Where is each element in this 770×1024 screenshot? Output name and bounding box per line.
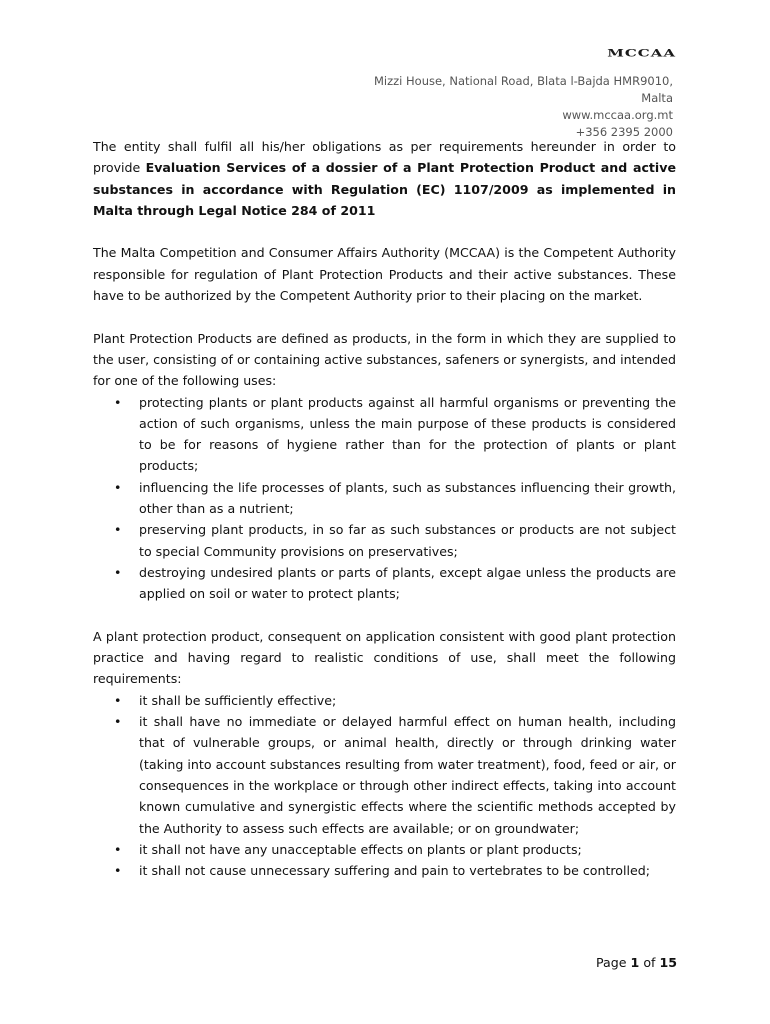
requirements-list <box>93 690 676 882</box>
list-item: • it shall not have any unacceptable effects on plants or plant products; <box>93 839 676 860</box>
list-item: • preserving plant products, in so far as such substances or products are not subject to special Community provisions on preservatives; <box>93 519 676 562</box>
of-label: of <box>643 955 656 970</box>
list-item: • influencing the life processes of plants, such as substances influencing their growth, other than as a nutrient; <box>93 477 676 520</box>
address-line-2: Malta <box>641 91 673 105</box>
list-item: • it shall have no immediate or delayed harmful effect on human health, including that of vulnerable groups, or animal health, directly or through drinking water (taking into account substances resulting from water treatment), food, feed or air, or consequences in the workplace or through other indirect effects, taking into account known cumulative and synergistic effects where the scientific methods accepted by the Authority to assess such effects are available; or on groundwater; <box>93 711 676 839</box>
bullet-icon: • <box>114 522 122 538</box>
list-item: • destroying undesired plants or parts of plants, except algae unless the products are applied on soil or water to protect plants; <box>93 562 676 605</box>
bullet-icon: • <box>114 692 122 708</box>
current-page: 1 <box>630 955 640 970</box>
bullet-icon: • <box>114 564 122 580</box>
intro-bold-title: Evaluation Services of a dossier of a Plant Protection Product and active substances in accordance with Regulation (EC) 1107/2009 as implemented in Malta through Legal Notice 284 of 2011 <box>93 160 676 218</box>
intro-lead: The entity shall fulfil all his/her obligations as per requirements hereunder in order to provide <box>93 139 676 176</box>
bullet-icon: • <box>114 479 122 495</box>
website-link[interactable]: www.mccaa.org.mt <box>562 108 673 122</box>
list-item: • protecting plants or plant products against all harmful organisms or preventing the action of such organisms, unless the main purpose of these products is considered to be for reasons of hygiene rather than for the protection of plants or plant products; <box>93 392 676 477</box>
bullet-icon: • <box>114 863 122 879</box>
uses-list <box>93 392 676 605</box>
definition-paragraph: Plant Protection Products are defined as products, in the form in which they are supplied to the user, consisting of or containing active substances, safeners or synergists, and intended for one of the following uses: <box>93 330 676 389</box>
phone-number: +356 2395 2000 <box>575 125 673 139</box>
bullet-icon: • <box>114 841 122 857</box>
document-body <box>93 136 676 881</box>
page-label: Page <box>596 955 627 970</box>
requirements-paragraph: A plant protection product, consequent on application consistent with good plant protection practice and having regard to realistic conditions of use, shall meet the following requirements: <box>93 628 676 687</box>
total-pages: 15 <box>659 955 677 970</box>
address-line-1: Mizzi House, National Road, Blata l-Bajda HMR9010, <box>373 74 673 88</box>
contact-block <box>293 73 673 141</box>
list-item: • it shall be sufficiently effective; <box>93 690 676 711</box>
mccaa-paragraph: The Malta Competition and Consumer Affairs Authority (MCCAA) is the Competent Authority responsible for regulation of Plant Protection Products and their active substances. These have to be authorized by the Competent Authority prior to their placing on the market. <box>93 245 676 304</box>
bullet-icon: • <box>114 394 122 410</box>
mccaa-logo: MCCAA <box>607 46 676 60</box>
list-item: • it shall not cause unnecessary suffering and pain to vertebrates to be controlled; <box>93 860 676 881</box>
intro-paragraph <box>93 136 676 221</box>
bullet-icon: • <box>114 714 122 730</box>
page-counter <box>596 955 677 970</box>
